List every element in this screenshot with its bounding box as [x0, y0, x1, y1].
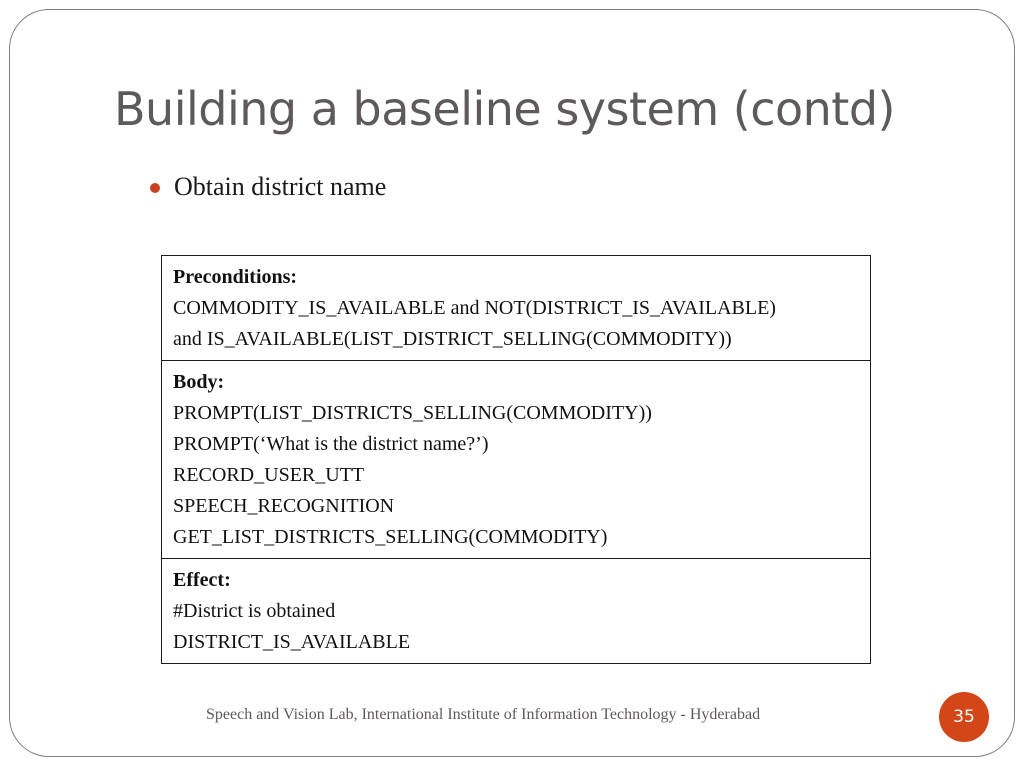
- bullet-item: [150, 172, 386, 202]
- section-line: DISTRICT_IS_AVAILABLE: [173, 631, 411, 653]
- section-line: and IS_AVAILABLE(LIST_DISTRICT_SELLING(COMMODITY)): [173, 328, 732, 350]
- bullet-dot-icon: [150, 183, 160, 193]
- section-line: RECORD_USER_UTT: [173, 464, 365, 486]
- preconditions-section: [162, 256, 870, 361]
- section-line: GET_LIST_DISTRICTS_SELLING(COMMODITY): [173, 526, 608, 548]
- section-heading: Body:: [173, 371, 225, 393]
- effect-section: [162, 559, 870, 663]
- slide-footer: Speech and Vision Lab, International Institute of Information Technology - Hyderabad: [206, 706, 761, 723]
- section-line: SPEECH_RECOGNITION: [173, 495, 395, 517]
- page-number-badge: 35: [939, 692, 989, 742]
- section-line: PROMPT(‘What is the district name?’): [173, 433, 489, 455]
- bullet-text: Obtain district name: [174, 172, 387, 201]
- section-heading: Preconditions:: [173, 266, 298, 288]
- section-line: COMMODITY_IS_AVAILABLE and NOT(DISTRICT_IS_AVAILABLE): [173, 297, 776, 319]
- plan-table: [161, 255, 871, 664]
- section-line: #District is obtained: [173, 600, 336, 622]
- body-section: [162, 361, 870, 559]
- section-heading: Effect:: [173, 569, 231, 591]
- slide-title: Building a baseline system (contd): [114, 82, 895, 136]
- section-line: PROMPT(LIST_DISTRICTS_SELLING(COMMODITY)): [173, 402, 652, 424]
